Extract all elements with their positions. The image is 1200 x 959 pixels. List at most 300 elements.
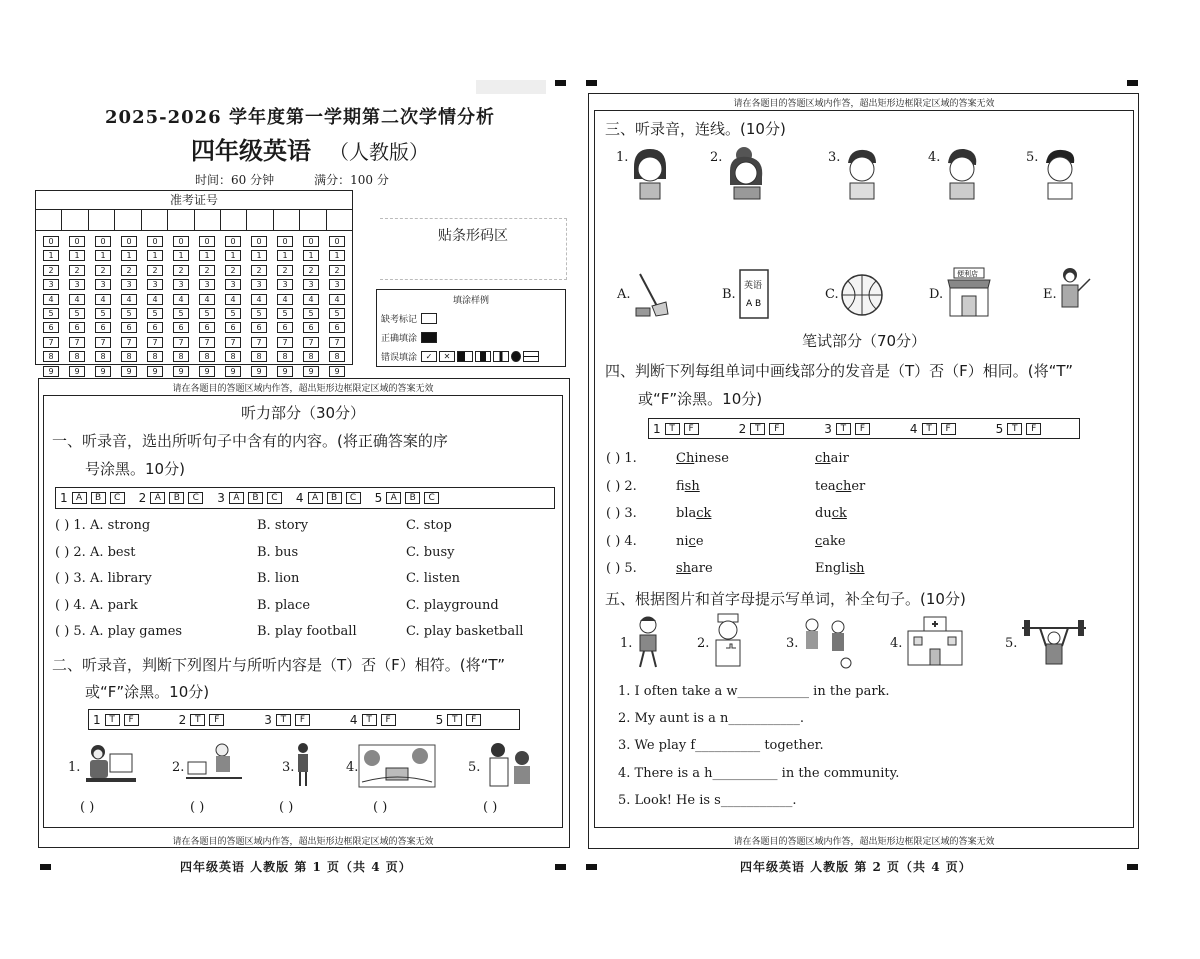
section4-question-list [606,451,1106,589]
s4-word-b [815,451,849,466]
s3-num-2: 2. [710,150,723,165]
section1-title-cont: 号涂黑。10分) [85,460,185,478]
id-digit-bubble[interactable]: 4 [69,294,85,305]
s1-question-option-a[interactable]: ( ) 2. A. best [55,544,136,560]
correct-fill-label: 正确填涂 [381,334,418,344]
id-digit-bubble[interactable]: 7 [225,337,241,348]
s4-answer-paren[interactable]: ( ) 4. [606,533,637,549]
id-write-box[interactable] [327,210,352,230]
s2-pic-num-3: 3. [282,760,295,775]
word-part: du [815,506,832,521]
id-digit-bubble[interactable]: 2 [121,265,137,276]
id-digit-bubble[interactable]: 5 [225,308,241,319]
id-digit-bubble[interactable]: 7 [69,337,85,348]
girl-face-icon [628,145,672,201]
id-digit-bubble[interactable]: 4 [329,294,345,305]
id-digit-bubble[interactable]: 8 [173,351,189,362]
answer-group-1[interactable]: 1 A B C [60,491,125,505]
id-digit-bubble[interactable]: 3 [251,279,267,290]
subject-name: 四年级英语 [191,136,311,165]
id-digit-bubble[interactable]: 7 [251,337,267,348]
id-write-boxes[interactable] [36,210,352,231]
broom-dustpan-icon [632,270,672,320]
s1-question-option-b: B. bus [257,544,299,560]
id-write-box[interactable] [300,210,326,230]
tf4-group-2[interactable]: 2 T F [739,422,785,436]
s5-num-4: 4. [890,636,903,651]
s1-question-option-c: C. stop [406,518,452,533]
id-digit-bubble[interactable]: 5 [199,308,215,319]
s1-question-option-b: B. place [257,597,311,613]
kids-playing-football-icon [798,615,856,671]
id-digit-bubble[interactable]: 5 [43,308,59,319]
id-digit-bubble[interactable]: 7 [303,337,319,348]
s1-question-option-c: C. listen [406,571,461,586]
id-digit-bubble[interactable]: 3 [199,279,215,290]
id-digit-bubble[interactable]: 9 [147,366,163,377]
id-digit-bubble[interactable]: 8 [277,351,293,362]
s4-word-b [815,506,847,521]
word-part: tea [815,478,836,494]
id-digit-bubble[interactable]: 3 [225,279,241,290]
s1-question-row [55,518,555,545]
s5-sentence[interactable]: 2. My aunt is a n___________. [618,711,805,727]
id-digit-bubble[interactable]: 3 [95,279,111,290]
id-digit-bubble[interactable]: 0 [329,236,345,247]
s4-word-b [815,561,865,576]
id-digit-bubble[interactable]: 9 [277,366,293,377]
section1-question-list [55,518,555,651]
word-part: are [691,561,713,576]
id-bubble-column[interactable] [324,236,350,380]
s1-question-option-a[interactable]: ( ) 5. A. play games [55,624,183,639]
word-part: fi [676,478,685,494]
id-digit-bubble[interactable]: 7 [329,337,345,348]
id-digit-bubble[interactable]: 1 [173,250,189,261]
s5-sentence[interactable]: 3. We play f__________ together. [618,738,824,754]
id-digit-bubble[interactable]: 6 [303,322,319,333]
id-digit-bubble[interactable]: 0 [225,236,241,247]
id-digit-bubble[interactable]: 2 [277,265,293,276]
s1-question-option-c: C. busy [406,544,455,560]
doctor-with-child-illustration [482,740,540,790]
id-digit-bubble[interactable]: 6 [277,322,293,333]
s4-word-a [676,506,711,521]
id-bubble-column[interactable] [194,236,220,380]
id-digit-bubble[interactable]: 1 [43,250,59,261]
girl-at-computer-illustration [82,740,138,788]
id-digit-bubble[interactable]: 1 [225,250,241,261]
listening-title: 听力部分（30分） [240,404,366,422]
id-digit-bubble[interactable]: 0 [147,236,163,247]
convenience-store-icon [944,266,994,320]
underlined-part: sh [849,561,865,576]
s2-pic-num-5: 5. [468,760,481,775]
id-digit-bubble[interactable]: 1 [251,250,267,261]
id-digit-bubble[interactable]: 1 [69,250,85,261]
id-digit-bubble[interactable]: 1 [303,250,319,261]
section4-answer-bar[interactable] [648,418,1080,439]
alignment-mark [1127,80,1138,86]
answer-group-4[interactable]: 4 A B C [296,491,361,505]
id-digit-bubble[interactable]: 5 [303,308,319,319]
id-digit-bubble[interactable]: 2 [251,265,267,276]
id-write-box[interactable] [89,210,115,230]
s1-question-option-a[interactable]: ( ) 1. A. strong [55,518,151,533]
answer-group-3[interactable]: 3 A B C [217,491,282,505]
s5-sentence[interactable]: 1. I often take a w___________ in the park. [618,684,890,699]
notice-bottom-right: 请在各题目的答题区域内作答，超出矩形边框限定区域的答案无效 [733,837,995,847]
section4-title: 四、判断下列每组单词中画线部分的发音是（T）否（F）相同。(将“T” [605,362,1074,380]
id-write-box[interactable] [168,210,194,230]
id-bubble-column[interactable] [220,236,246,380]
id-digit-bubble[interactable]: 8 [121,351,137,362]
alignment-mark [555,864,566,870]
exam-id-grid[interactable] [35,190,353,376]
id-digit-bubble[interactable]: 3 [43,279,59,290]
id-digit-bubble[interactable]: 0 [121,236,137,247]
section2-title: 二、听录音，判断下列图片与所听内容是（T）否（F）相符。(将“T” [52,656,506,674]
s1-question-row [55,624,555,651]
id-digit-bubble[interactable]: 9 [121,366,137,377]
man-face-icon [1038,145,1082,201]
id-bubble-column[interactable] [168,236,194,380]
word-part: inese [694,451,729,466]
id-digit-bubble[interactable]: 4 [43,294,59,305]
basketball-icon [840,273,884,317]
id-digit-bubble[interactable]: 6 [225,322,241,333]
s2-answer-paren-5[interactable]: ( ) [483,800,498,815]
id-write-box[interactable] [62,210,88,230]
notice-top-left: 请在各题目的答题区域内作答，超出矩形边框限定区域的答案无效 [172,384,434,394]
id-digit-bubble[interactable]: 1 [329,250,345,261]
id-digit-bubble[interactable]: 9 [225,366,241,377]
id-write-box[interactable] [36,210,62,230]
id-digit-bubble[interactable]: 6 [43,322,59,333]
id-digit-bubble[interactable]: 8 [225,351,241,362]
id-digit-bubble[interactable]: 5 [251,308,267,319]
id-digit-bubble[interactable]: 2 [43,265,59,276]
id-digit-bubble[interactable]: 8 [147,351,163,362]
s4-answer-paren[interactable]: ( ) 2. [606,478,637,494]
id-digit-bubble[interactable]: 5 [121,308,137,319]
id-digit-bubble[interactable]: 9 [303,366,319,377]
s4-answer-paren[interactable]: ( ) 3. [606,506,637,521]
word-part: e [695,533,704,549]
s1-question-option-a[interactable]: ( ) 3. A. library [55,571,152,586]
section1-title: 一、听录音，选出所听句子中含有的内容。(将正确答案的序 [52,432,448,450]
answer-group-5[interactable]: 5 A B C [375,491,440,505]
id-digit-bubble[interactable]: 9 [43,366,59,377]
id-write-box[interactable] [274,210,300,230]
hospital-icon [904,615,966,669]
subject-title [160,131,460,166]
word-part: ake [822,533,846,549]
id-digit-bubble[interactable]: 9 [173,366,189,377]
correct-fill-sample [421,332,437,343]
id-digit-bubble[interactable]: 0 [303,236,319,247]
underlined-part: ch [815,451,831,466]
id-digit-bubble[interactable]: 1 [277,250,293,261]
underlined-part: ck [831,506,847,521]
id-digit-bubble[interactable]: 8 [43,351,59,362]
id-digit-bubble[interactable]: 2 [69,265,85,276]
id-write-box[interactable] [195,210,221,230]
wrong-fill-samples: ✓ ✕ [421,351,539,362]
id-digit-bubble[interactable]: 5 [147,308,163,319]
s4-word-b [815,479,865,494]
id-digit-bubble[interactable]: 2 [95,265,111,276]
id-bubble-column[interactable] [116,236,142,380]
s4-question-row [606,506,1106,534]
id-digit-bubble[interactable]: 2 [199,265,215,276]
tf-group-4[interactable]: 4 T F [350,713,396,727]
id-write-box[interactable] [115,210,141,230]
id-digit-bubble[interactable]: 4 [121,294,137,305]
id-digit-bubble[interactable]: 9 [199,366,215,377]
s3-letter-a: A. [617,287,631,302]
id-digit-bubble[interactable]: 7 [199,337,215,348]
barcode-area [380,218,567,280]
id-digit-bubble[interactable]: 3 [173,279,189,290]
s1-question-option-b: B. lion [257,571,300,586]
s4-question-row [606,479,1106,507]
s3-letter-e: E. [1043,287,1057,302]
edition-label: （人教版） [329,140,429,164]
boy-face-icon [940,145,984,201]
id-digit-bubble[interactable]: 3 [303,279,319,290]
s4-word-a [676,534,704,549]
underlined-part: c [688,533,696,549]
id-digit-bubble[interactable]: 6 [199,322,215,333]
id-digit-bubble[interactable]: 4 [251,294,267,305]
id-bubble-column[interactable] [38,236,64,380]
id-digit-bubble[interactable]: 6 [121,322,137,333]
id-digit-bubble[interactable]: 5 [329,308,345,319]
park-scene-illustration [358,744,436,788]
alignment-mark [586,864,597,870]
alignment-mark [586,80,597,86]
id-bubble-columns[interactable] [36,231,352,380]
underlined-part: sh [676,561,692,576]
notice-top-right: 请在各题目的答题区域内作答，超出矩形边框限定区域的答案无效 [733,99,995,109]
id-digit-bubble[interactable]: 9 [329,366,345,377]
id-digit-bubble[interactable]: 2 [329,265,345,276]
section2-answer-bar[interactable] [88,709,520,730]
s3-letter-c: C. [825,287,839,302]
page1-footer: 四年级英语 人教版 第 1 页（共 4 页） [180,860,412,874]
alignment-mark [40,864,51,870]
id-digit-bubble[interactable]: 1 [199,250,215,261]
s5-num-3: 3. [786,636,799,651]
word-part: er [851,478,866,494]
wrong-fill-label: 错误填涂 [381,353,418,363]
section5-sentence-list [618,684,1118,820]
sample-title: 填涂样例 [452,296,489,306]
id-digit-bubble[interactable]: 7 [173,337,189,348]
teacher-icon [1058,265,1092,321]
s2-answer-paren-1[interactable]: ( ) [80,800,95,815]
s4-question-row [606,561,1106,589]
tf-group-2[interactable]: 2 T F [179,713,225,727]
written-title: 笔试部分（70分） [801,332,927,350]
id-digit-bubble[interactable]: 0 [199,236,215,247]
section4-title-cont: 或“F”涂黑。10分) [638,390,763,408]
s5-num-1: 1. [620,636,633,651]
alignment-mark [555,80,566,86]
id-digit-bubble[interactable]: 0 [251,236,267,247]
underlined-part: c [815,533,823,549]
id-digit-bubble[interactable]: 6 [69,322,85,333]
id-digit-bubble[interactable]: 6 [173,322,189,333]
id-digit-bubble[interactable]: 4 [277,294,293,305]
id-digit-bubble[interactable]: 9 [69,366,85,377]
absent-mark-label: 缺考标记 [381,315,418,325]
id-digit-bubble[interactable]: 8 [303,351,319,362]
time-label: 时间：60 分钟 [195,173,275,187]
id-bubble-column[interactable] [272,236,298,380]
id-digit-bubble[interactable]: 6 [147,322,163,333]
word-part: air [830,451,849,466]
s1-question-option-a[interactable]: ( ) 4. A. park [55,597,138,613]
id-digit-bubble[interactable]: 8 [251,351,267,362]
id-digit-bubble[interactable]: 4 [225,294,241,305]
s3-num-5: 5. [1026,150,1039,165]
id-bubble-column[interactable] [64,236,90,380]
id-digit-bubble[interactable]: 6 [329,322,345,333]
s3-num-4: 4. [928,150,941,165]
id-digit-bubble[interactable]: 1 [95,250,111,261]
id-digit-bubble[interactable]: 3 [121,279,137,290]
english-book-icon [736,268,772,322]
id-digit-bubble[interactable]: 6 [251,322,267,333]
section1-answer-bar[interactable] [55,487,555,509]
barcode-label: 贴条形码区 [438,228,508,244]
id-digit-bubble[interactable]: 5 [69,308,85,319]
s4-answer-paren[interactable]: ( ) 5. [606,561,637,576]
id-digit-bubble[interactable]: 3 [147,279,163,290]
s4-question-row [606,451,1106,479]
alignment-mark [1127,864,1138,870]
id-digit-bubble[interactable]: 7 [277,337,293,348]
id-digit-bubble[interactable]: 8 [329,351,345,362]
s1-question-row [55,571,555,598]
id-digit-bubble[interactable]: 4 [95,294,111,305]
id-bubble-column[interactable] [246,236,272,380]
id-digit-bubble[interactable]: 4 [147,294,163,305]
s3-num-1: 1. [616,150,629,165]
s1-question-option-c: C. play basketball [406,624,524,639]
tf4-group-4[interactable]: 4 T F [910,422,956,436]
s1-question-row [55,598,555,625]
s2-answer-paren-3[interactable]: ( ) [279,800,294,815]
id-digit-bubble[interactable]: 0 [69,236,85,247]
s3-letter-b: B. [722,287,736,302]
s5-sentence[interactable]: 4. There is a h__________ in the community. [618,765,900,781]
id-digit-bubble[interactable]: 7 [43,337,59,348]
id-digit-bubble[interactable]: 3 [277,279,293,290]
answer-group-2[interactable]: 2 A B C [139,491,204,505]
section2-title-cont: 或“F”涂黑。10分) [85,683,210,701]
id-digit-bubble[interactable]: 4 [303,294,319,305]
id-write-box[interactable] [221,210,247,230]
s4-word-a [676,561,713,576]
absent-mark-checkbox[interactable] [421,313,437,324]
id-digit-bubble[interactable]: 7 [121,337,137,348]
boy-chatting-illustration [184,742,244,786]
tf4-group-5[interactable]: 5 T F [996,422,1042,436]
id-digit-bubble[interactable]: 4 [173,294,189,305]
s5-num-2: 2. [697,636,710,651]
id-digit-bubble[interactable]: 5 [95,308,111,319]
underlined-part: Ch [676,451,695,466]
weightlifter-icon [1018,618,1090,668]
s4-answer-paren[interactable]: ( ) 1. [606,451,637,466]
id-digit-bubble[interactable]: 7 [95,337,111,348]
id-digit-bubble[interactable]: 1 [147,250,163,261]
id-bubble-column[interactable] [298,236,324,380]
s3-letter-d: D. [929,287,944,302]
id-digit-bubble[interactable]: 5 [277,308,293,319]
id-digit-bubble[interactable]: 0 [173,236,189,247]
id-digit-bubble[interactable]: 6 [95,322,111,333]
s1-question-option-c: C. playground [406,597,499,613]
s3-num-3: 3. [828,150,841,165]
id-digit-bubble[interactable]: 9 [251,366,267,377]
tf-group-3[interactable]: 3 T F [264,713,310,727]
underlined-part: ch [835,478,852,494]
id-digit-bubble[interactable]: 2 [303,265,319,276]
exam-title: 2025-2026 学年度第一学期第二次学情分析 [105,107,495,128]
tf-group-1[interactable]: 1 T F [93,713,139,727]
tf4-group-3[interactable]: 3 T F [824,422,870,436]
id-digit-bubble[interactable]: 7 [147,337,163,348]
s2-pic-num-2: 2. [172,760,185,775]
id-digit-bubble[interactable]: 8 [69,351,85,362]
s2-pic-num-4: 4. [346,760,359,775]
id-digit-bubble[interactable]: 0 [43,236,59,247]
id-digit-bubble[interactable]: 0 [95,236,111,247]
id-digit-bubble[interactable]: 8 [95,351,111,362]
id-digit-bubble[interactable]: 4 [199,294,215,305]
s2-pic-num-1: 1. [68,760,81,775]
word-part: ni [676,533,689,549]
id-write-box[interactable] [142,210,168,230]
id-digit-bubble[interactable]: 0 [277,236,293,247]
id-digit-bubble[interactable]: 8 [199,351,215,362]
id-bubble-column[interactable] [90,236,116,380]
id-digit-bubble[interactable]: 2 [173,265,189,276]
id-digit-bubble[interactable]: 3 [329,279,345,290]
id-bubble-column[interactable] [142,236,168,380]
id-digit-bubble[interactable]: 3 [69,279,85,290]
id-digit-bubble[interactable]: 9 [95,366,111,377]
woman-face-icon [722,145,772,201]
id-write-box[interactable] [247,210,273,230]
s5-num-5: 5. [1005,636,1018,651]
tf4-group-1[interactable]: 1 T F [653,422,699,436]
section3-title: 三、听录音，连线。(10分) [605,120,786,138]
s5-sentence[interactable]: 5. Look! He is s___________. [618,792,797,808]
id-digit-bubble[interactable]: 2 [225,265,241,276]
id-digit-bubble[interactable]: 1 [121,250,137,261]
s2-answer-paren-4[interactable]: ( ) [373,800,388,815]
id-digit-bubble[interactable]: 5 [173,308,189,319]
tf-group-5[interactable]: 5 T F [436,713,482,727]
id-digit-bubble[interactable]: 2 [147,265,163,276]
standing-woman-illustration [292,742,314,788]
s2-answer-paren-2[interactable]: ( ) [190,800,205,815]
